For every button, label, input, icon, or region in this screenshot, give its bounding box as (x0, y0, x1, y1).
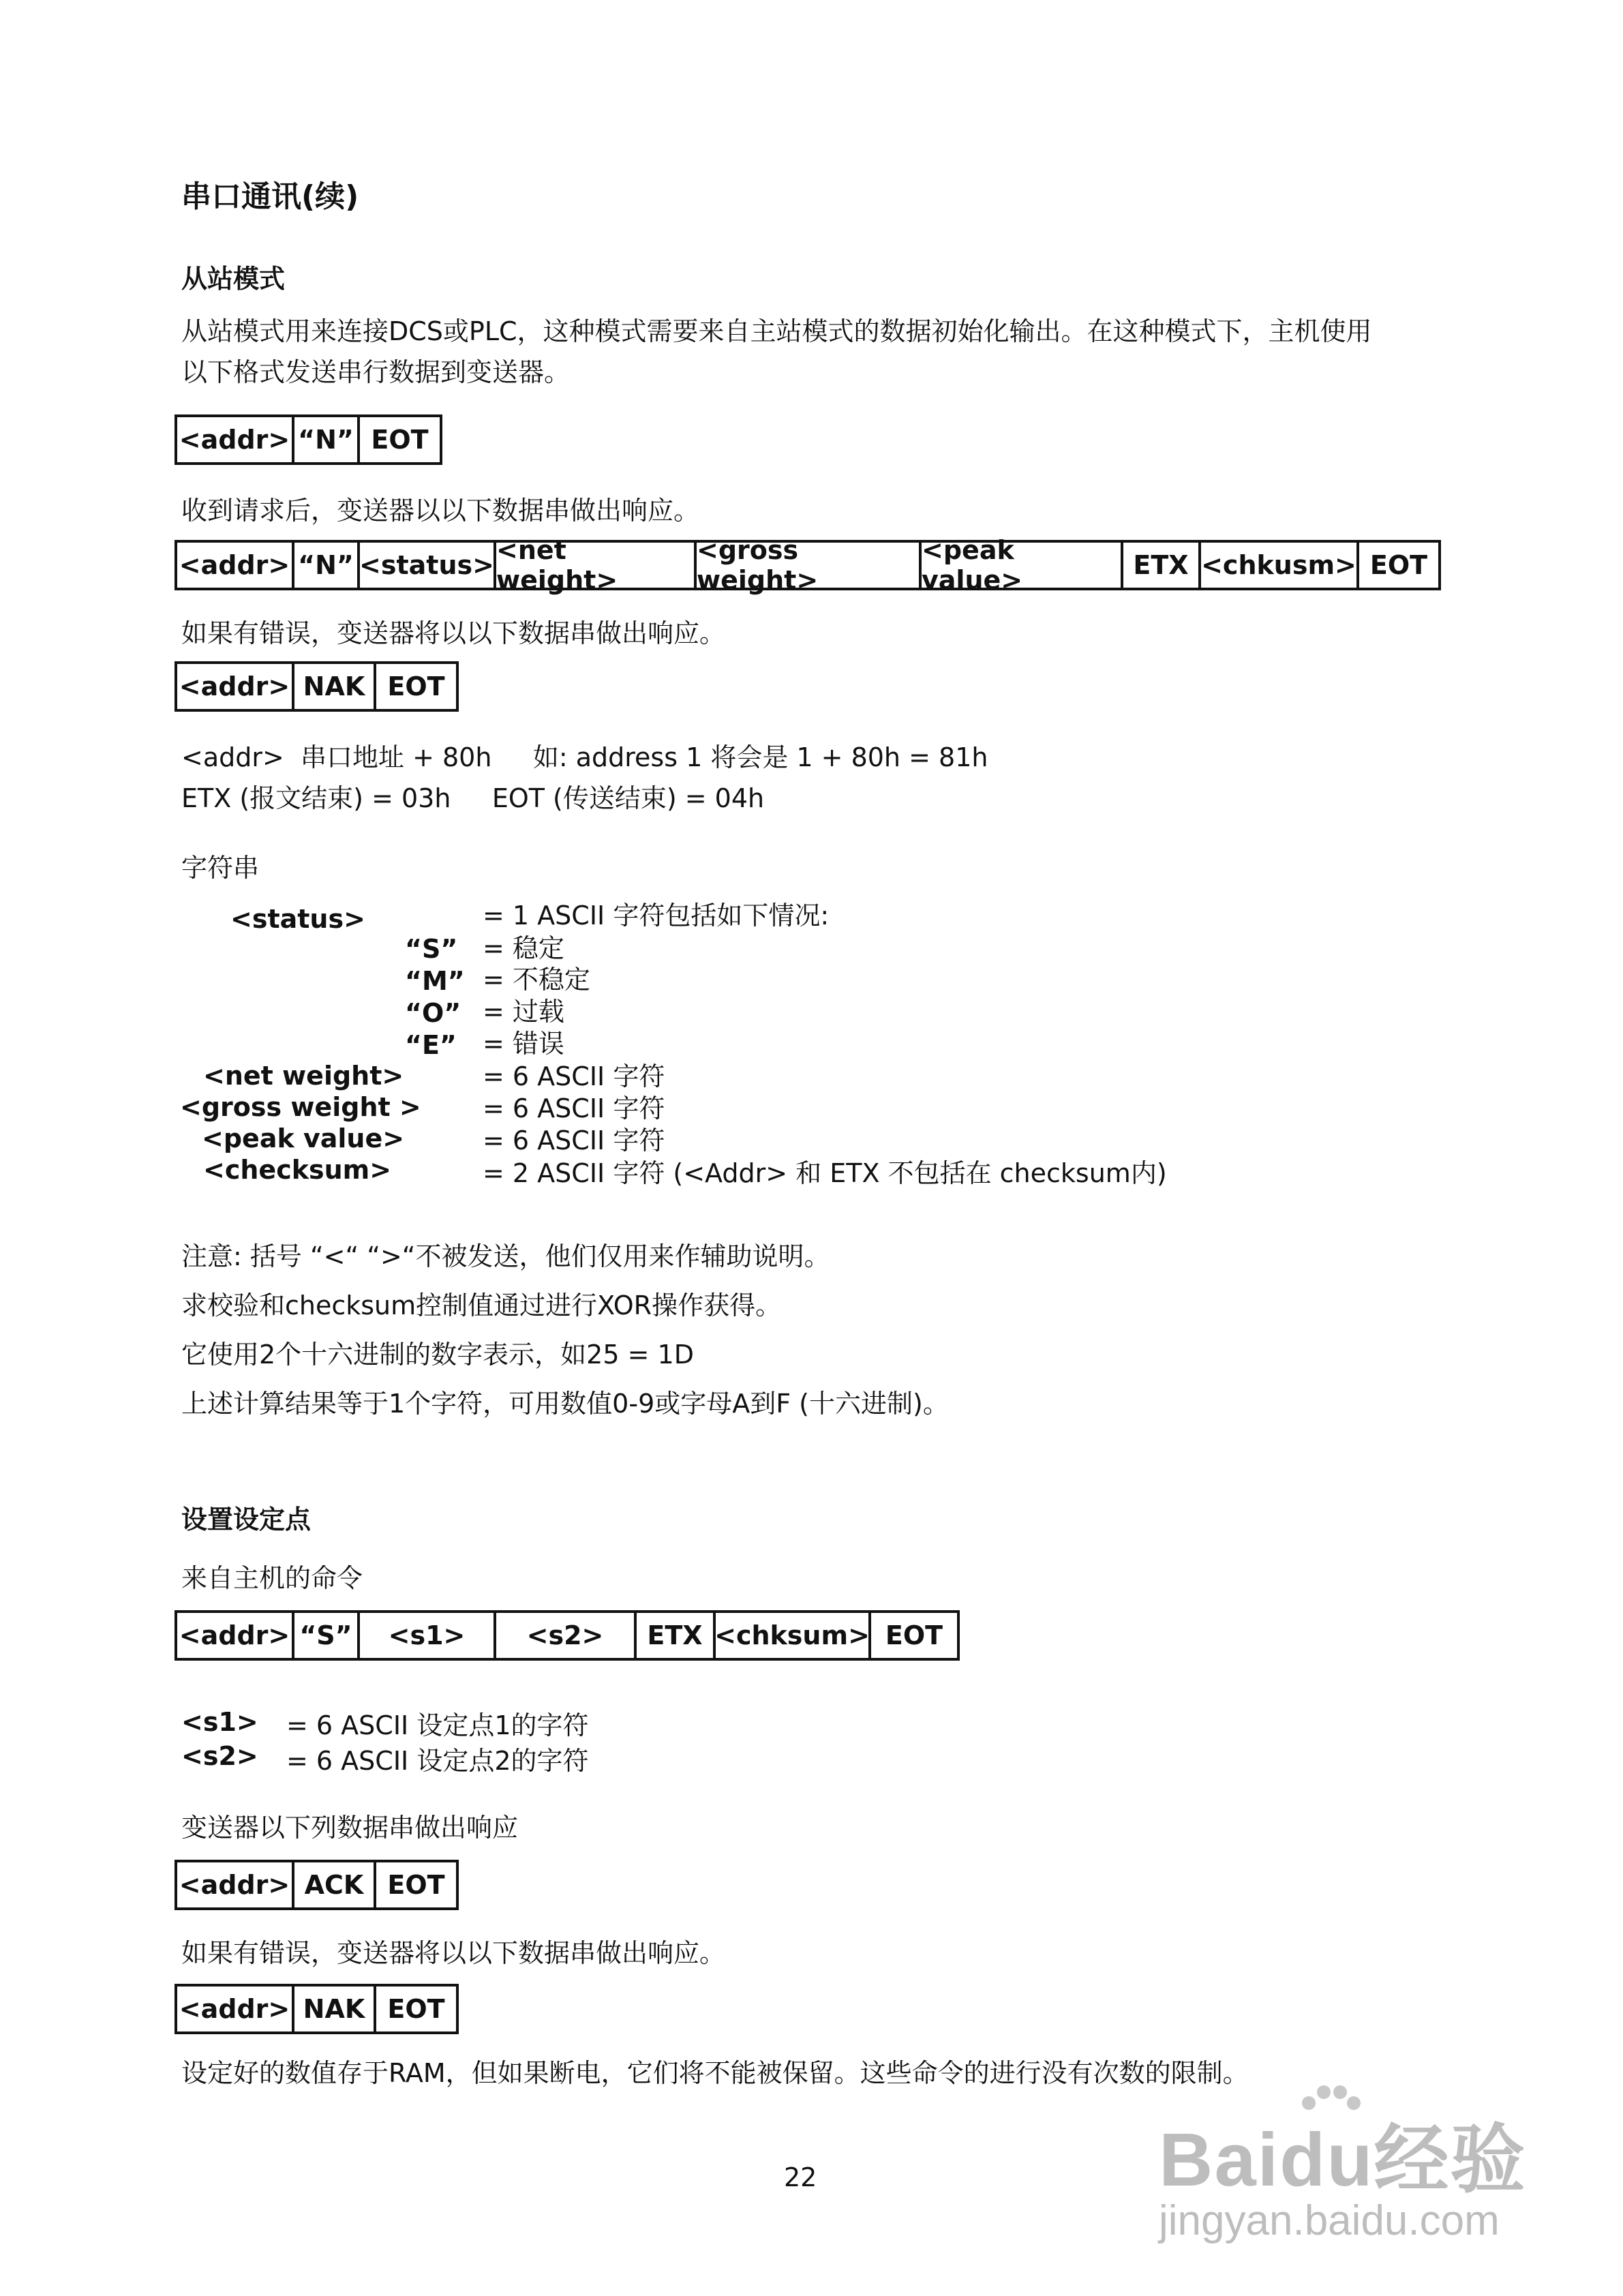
string-key: <checksum> (203, 1155, 392, 1185)
frame-cell: ACK (294, 1862, 376, 1907)
string-value: = 过载 (483, 997, 564, 1027)
setpoint-heading: 设置设定点 (181, 1505, 312, 1535)
frame-cell: <addr> (177, 664, 294, 709)
string-key: <status> (230, 904, 365, 934)
frame-cell: <peak value> (922, 543, 1123, 588)
frame-cell: <addr> (177, 1987, 294, 2031)
addr-note: <addr> 串口地址 + 80h 如: address 1 将会是 1 + 80h = 81h (181, 742, 988, 772)
frame-cell: ETX (1123, 543, 1201, 588)
note-line: 求校验和checksum控制值通过进行XOR操作获得。 (181, 1290, 782, 1320)
frame-cell: <s2> (496, 1613, 637, 1658)
s1-key: <s1> (181, 1707, 258, 1737)
command-text: 来自主机的命令 (181, 1563, 363, 1593)
frame-cell: <status> (360, 543, 496, 588)
error-frame (175, 661, 459, 712)
string-value: = 稳定 (483, 933, 564, 963)
frame-cell: <addr> (177, 1862, 294, 1907)
string-value: = 6 ASCII 字符 (483, 1126, 665, 1155)
frame-cell: EOT (885, 1620, 943, 1650)
frame-cell: “N” (294, 543, 360, 588)
response-text: 收到请求后，变送器以以下数据串做出响应。 (181, 496, 700, 526)
note-line: 上述计算结果等于1个字符，可用数值0-9或字母A到F (十六进制)。 (181, 1389, 949, 1419)
page-number: 22 (784, 2162, 817, 2192)
frame-cell: <s1> (360, 1613, 496, 1658)
string-key: “O” (405, 998, 461, 1028)
s2-value: = 6 ASCII 设定点2的字符 (286, 1746, 589, 1776)
paw-icon (1295, 2083, 1363, 2124)
string-key: “E” (405, 1030, 457, 1060)
frame-cell: <addr> (177, 1613, 294, 1658)
etx-note: ETX (报文结束) = 03h EOT (传送结束) = 04h (181, 783, 765, 813)
slave-intro-line2: 以下格式发送串行数据到变送器。 (181, 357, 571, 387)
string-value: = 错误 (483, 1029, 564, 1059)
string-key: “S” (405, 934, 458, 964)
slave-mode-heading: 从站模式 (181, 264, 286, 294)
command-frame (175, 1610, 960, 1661)
section-title: 串口通讯(续) (181, 179, 359, 214)
string-value: = 6 ASCII 字符 (483, 1093, 665, 1123)
frame-cell: “N” (294, 417, 360, 462)
string-value: = 1 ASCII 字符包括如下情况: (483, 901, 830, 931)
strings-heading: 字符串 (181, 853, 260, 883)
setpoint-error-text: 如果有错误，变送器将以以下数据串做出响应。 (181, 1938, 726, 1968)
frame-cell: “S” (294, 1613, 360, 1658)
frame-cell: <addr> (177, 417, 294, 462)
frame-cell: <gross weight> (697, 543, 922, 588)
note-line: 它使用2个十六进制的数字表示，如25 = 1D (181, 1340, 694, 1370)
slave-intro-line1: 从站模式用来连接DCS或PLC，这种模式需要来自主站模式的数据初始化输出。在这种模式下，主机使用 (181, 316, 1372, 346)
frame-cell: EOT (387, 1994, 445, 2024)
frame-cell: NAK (294, 664, 376, 709)
frame-cell: ETX (637, 1613, 716, 1658)
error-text: 如果有错误，变送器将以以下数据串做出响应。 (181, 618, 726, 648)
frame-cell: <chkusm> (1201, 543, 1359, 588)
frame-cell: EOT (387, 1870, 445, 1900)
frame-cell: <chksum> (716, 1613, 871, 1658)
response-frame (175, 535, 1441, 595)
string-key: <gross weight > (180, 1092, 421, 1122)
final-text: 设定好的数值存于RAM，但如果断电，它们将不能被保留。这些命令的进行没有次数的限制。 (181, 2058, 1249, 2088)
frame-cell: <net weight> (496, 543, 697, 588)
watermark-brand: Baidu经验 (1159, 2118, 1527, 2202)
frame-cell: EOT (387, 671, 445, 701)
watermark-url: jingyan.baidu.com (1159, 2197, 1500, 2244)
nak-frame (175, 1984, 459, 2034)
string-key: “M” (405, 966, 465, 996)
reply-text: 变送器以下列数据串做出响应 (181, 1813, 519, 1843)
frame-cell: <addr> (177, 543, 294, 588)
s1-value: = 6 ASCII 设定点1的字符 (286, 1710, 589, 1740)
string-value: = 不稳定 (483, 965, 590, 995)
string-value: = 6 ASCII 字符 (483, 1061, 665, 1091)
frame-cell: NAK (294, 1987, 376, 2031)
s2-key: <s2> (181, 1741, 258, 1771)
frame-cell: EOT (1369, 550, 1428, 580)
string-key: <net weight> (203, 1061, 404, 1091)
frame-cell: EOT (371, 425, 429, 455)
ack-frame (175, 1860, 459, 1910)
string-value: = 2 ASCII 字符 (<Addr> 和 ETX 不包括在 checksum内) (483, 1158, 1167, 1188)
note-line: 注意: 括号 “<“ “>“不被发送，他们仅用来作辅助说明。 (181, 1241, 830, 1271)
string-key: <peak value> (202, 1123, 405, 1153)
request-frame (175, 414, 442, 465)
